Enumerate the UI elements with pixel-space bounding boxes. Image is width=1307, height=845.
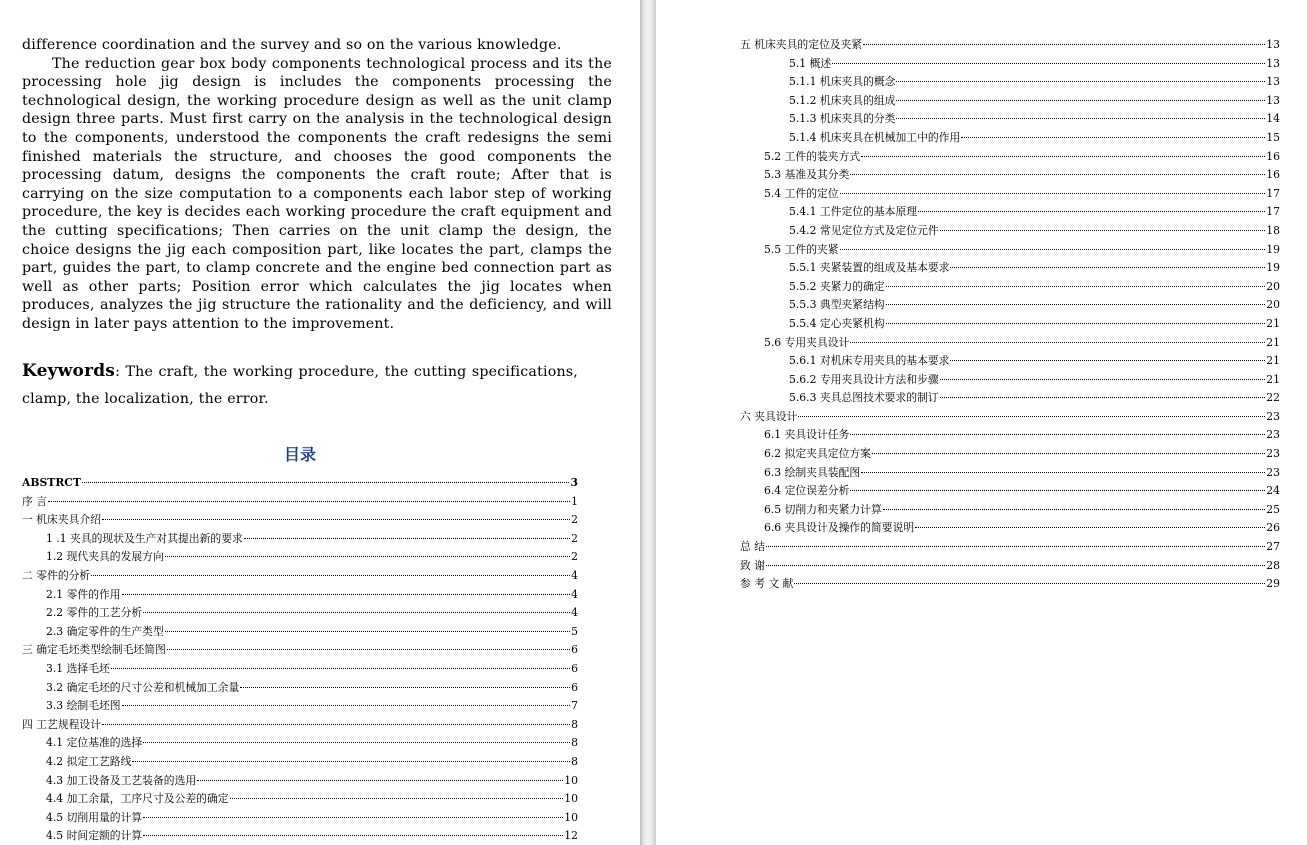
toc-entry-page: 2 [571,550,578,564]
toc-entry-page: 4 [571,587,578,601]
toc-entry[interactable] [22,734,578,753]
toc-entry[interactable] [740,278,1280,297]
toc-leader-dots [240,687,570,688]
toc-entry-label: 参 考 文 献 [740,577,794,591]
toc-entry[interactable] [740,557,1280,576]
toc-entry[interactable] [22,604,578,623]
toc-entry-label: 2.2 零件的工艺分析 [46,606,143,620]
toc-entry-label: 3.3 绘制毛坯图 [46,699,121,713]
toc-entry[interactable] [740,315,1280,334]
toc-entry[interactable] [740,259,1280,278]
toc-entry[interactable] [740,334,1280,353]
toc-entry-page: 8 [571,717,578,731]
toc-entry[interactable] [740,426,1280,445]
toc-entry-label: 3.1 选择毛坯 [46,661,110,675]
toc-entry-page: 10 [564,792,578,806]
toc-entry-page: 3 [570,476,578,489]
toc-entry-page: 26 [1266,521,1280,535]
toc-leader-dots [883,509,1265,510]
toc-entry-page: 24 [1266,484,1280,498]
toc-leader-dots [122,705,571,706]
toc-entry-page: 6 [571,643,578,657]
toc-entry-label: 5.1.2 机床夹具的组成 [789,93,896,107]
toc-leader-dots [896,118,1265,119]
toc-entry-label: 六 夹具设计 [740,409,798,423]
toc-entry[interactable] [22,641,578,660]
toc-entry-label: 2.3 确定零件的生产类型 [46,624,164,638]
toc-entry-page: 23 [1266,409,1280,423]
keywords-text: : The craft, the working procedure, the cutting specifications, clamp, the localization, the error. [22,364,578,407]
toc-entry-label: 五 机床夹具的定位及夹紧 [740,38,863,51]
toc-entry[interactable] [740,185,1280,204]
toc-leader-dots [886,323,1266,324]
toc-entry-label: 5.6.1 对机床专用夹具的基本要求 [789,354,950,368]
toc-entry[interactable] [740,222,1280,241]
toc-entry-page: 10 [564,810,578,824]
toc-entry-page: 28 [1266,558,1280,572]
toc-entry-label: 5.5 工件的夹紧 [764,242,839,256]
toc-entry-label: 5.5.1 夹紧装置的组成及基本要求 [789,261,950,275]
toc-leader-dots [766,565,1265,566]
toc-entry-label: 1.2 现代夹具的发展方向 [46,550,164,564]
toc-entry[interactable] [22,809,578,828]
toc-entry-page: 4 [571,606,578,620]
toc-entry-label: 6.4 定位误差分析 [764,484,850,498]
toc-entry-page: 21 [1266,335,1280,349]
toc-list-left [22,474,578,845]
toc-entry-label: 5.1.1 机床夹具的概念 [789,75,896,89]
toc-entry-page: 18 [1266,223,1280,237]
toc-entry-page: 16 [1266,149,1280,163]
toc-entry-label: 二 零件的分析 [22,568,91,582]
toc-entry-label: 2.1 零件的作用 [46,587,121,601]
toc-entry[interactable] [740,538,1280,557]
toc-entry-label: 4.2 拟定工艺路线 [46,754,132,768]
toc-entry[interactable] [740,73,1280,92]
toc-entry-label: 5.4.1 工件定位的基本原理 [789,205,918,219]
toc-entry-label: ABSTRCT [22,476,81,489]
toc-leader-dots [861,156,1265,157]
toc-entry-label: 6.6 夹具设计及操作的简要说明 [764,521,915,535]
toc-entry-page: 17 [1266,186,1280,200]
toc-entry-label: 5.6 专用夹具设计 [764,335,850,349]
toc-leader-dots [850,434,1265,435]
toc-leader-dots [197,780,563,781]
toc-leader-dots [111,668,570,669]
toc-entry-label: 5.3 基准及其分类 [764,168,850,182]
toc-leader-dots [832,63,1265,64]
toc-entry-page: 14 [1266,112,1280,126]
keywords-block [22,358,578,413]
toc-entry-label: 6.2 拟定夹具定位方案 [764,447,871,461]
toc-entry-page: 13 [1266,38,1280,51]
toc-leader-dots [863,44,1265,45]
toc-entry-page: 12 [564,829,578,843]
toc-entry-label: 5.5.4 定心夹紧机构 [789,316,885,330]
toc-entry[interactable] [22,567,578,586]
toc-entry-label: 5.6.3 夹具总图技术要求的制订 [789,391,939,405]
toc-leader-dots [82,482,570,483]
toc-leader-dots [143,835,563,836]
toc-leader-dots [794,583,1265,584]
toc-entry-label: 5.2 工件的装夹方式 [764,149,861,163]
toc-entry-label: 5.4 工件的定位 [764,186,839,200]
toc-entry-page: 15 [1266,130,1280,144]
toc-entry[interactable] [740,36,1280,55]
toc-entry-label: 序 言 [22,494,48,508]
toc-entry-label: 5.6.2 专用夹具设计方法和步骤 [789,372,939,386]
toc-leader-dots [961,137,1265,138]
toc-leader-dots [940,230,1266,231]
toc-entry-label: 5.1.4 机床夹具在机械加工中的作用 [789,130,961,144]
toc-entry-label: 3.2 确定毛坯的尺寸公差和机械加工余量 [46,680,240,694]
toc-leader-dots [840,249,1266,250]
toc-entry-page: 21 [1266,354,1280,368]
toc-entry[interactable] [22,623,578,642]
abstract-paragraph: The reduction gear box body components technological process and its the processing hole jig design is includes the components processing the technological design, the working procedure design as well as the unit clamp design three parts. Must first carry on the analysis in the technological design to the components, understood the components the craft redesigns the semi finished materials the structure, and chooses the good components the processing datum, designs the components the craft route; After that is carrying on the size computation to a components each labor step of working procedure, the key is decides each working procedure the craft equipment and the cutting specifications; Then carries on the unit clamp the design, the choice designs the jig each composition part, like locates the part, clamps the part, guides the part, to clamp concrete and the engine bed connection part as well as other parts; Position error which calculates the jig locates when produces, analyzes the jig structure the rationality and the deficiency, and will design in later pays attention to the improvement. [22,55,612,332]
toc-entry-page: 8 [571,754,578,768]
toc-entry[interactable] [22,660,578,679]
toc-entry[interactable] [740,371,1280,390]
toc-entry-page: 16 [1266,168,1280,182]
toc-entry-page: 5 [571,624,578,638]
toc-leader-dots [850,490,1265,491]
toc-entry-page: 23 [1266,465,1280,479]
toc-entry[interactable] [740,445,1280,464]
toc-entry-label: 1 .1 夹具的现状及生产对其提出新的要求 [46,531,243,545]
toc-entry[interactable] [740,110,1280,129]
toc-entry-page: 4 [571,568,578,582]
toc-entry-page: 10 [564,773,578,787]
toc-entry[interactable] [740,92,1280,111]
toc-entry-page: 20 [1266,279,1280,293]
toc-leader-dots [132,761,570,762]
toc-leader-dots [886,286,1266,287]
toc-entry-page: 17 [1266,205,1280,219]
toc-list-right [740,36,1280,594]
toc-leader-dots [861,472,1265,473]
toc-leader-dots [143,817,563,818]
toc-entry-label: 4.5 切削用量的计算 [46,810,143,824]
toc-entry-page: 13 [1266,56,1280,70]
toc-entry-label: 总 结 [740,540,766,554]
toc-entry[interactable] [740,166,1280,185]
toc-entry-label: 一 机床夹具介绍 [22,513,102,527]
toc-entry-label: 6.3 绘制夹具装配图 [764,465,861,479]
toc-leader-dots [918,211,1265,212]
toc-entry-label: 4.4 加工余量，工序尺寸及公差的确定 [46,792,229,806]
toc-entry-label: 5.1 概述 [789,56,832,70]
toc-entry[interactable] [22,530,578,549]
toc-leader-dots [165,556,570,557]
toc-leader-dots [798,416,1265,417]
toc-entry[interactable] [22,753,578,772]
toc-leader-dots [872,453,1265,454]
toc-entry-page: 22 [1266,391,1280,405]
toc-entry[interactable] [22,586,578,605]
toc-entry-label: 5.5.2 夹紧力的确定 [789,279,885,293]
toc-entry[interactable] [22,716,578,735]
toc-entry-label: 致 谢 [740,558,766,572]
toc-entry-page: 7 [571,699,578,713]
toc-leader-dots [230,798,564,799]
toc-entry[interactable] [22,772,578,791]
document-page-left [0,0,640,845]
toc-leader-dots [850,174,1265,175]
toc-entry-page: 25 [1266,502,1280,516]
toc-leader-dots [840,193,1266,194]
toc-entry[interactable] [740,241,1280,260]
toc-entry-page: 21 [1266,316,1280,330]
toc-leader-dots [48,501,570,502]
toc-entry-page: 6 [571,661,578,675]
toc-leader-dots [244,538,570,539]
abstract-line: difference coordination and the survey and so on the various knowledge. [22,37,562,53]
toc-leader-dots [886,304,1266,305]
toc-title: 目录 [283,445,316,464]
toc-entry-label: 4.1 定位基准的选择 [46,736,143,750]
keywords-label: Keywords [22,361,116,381]
toc-leader-dots [940,379,1266,380]
toc-entry[interactable] [22,827,578,845]
toc-entry-page: 1 [571,494,578,508]
toc-entry[interactable] [740,55,1280,74]
toc-entry-page: 2 [571,513,578,527]
toc-leader-dots [950,360,1265,361]
page-gutter [640,0,656,845]
toc-entry-page: 19 [1266,261,1280,275]
toc-entry-page: 20 [1266,298,1280,312]
toc-leader-dots [915,527,1265,528]
toc-entry-label: 4.3 加工设备及工艺装备的选用 [46,773,197,787]
toc-entry-page: 13 [1266,75,1280,89]
toc-leader-dots [896,100,1265,101]
toc-entry-label: 5.1.3 机床夹具的分类 [789,112,896,126]
toc-entry[interactable] [740,464,1280,483]
toc-entry[interactable] [740,296,1280,315]
toc-leader-dots [91,575,570,576]
toc-entry[interactable] [740,129,1280,148]
toc-leader-dots [122,594,571,595]
document-page-right [656,0,1307,845]
toc-entry[interactable] [740,501,1280,520]
toc-entry-page: 2 [571,531,578,545]
toc-leader-dots [766,546,1265,547]
toc-entry[interactable] [740,482,1280,501]
toc-entry[interactable] [22,790,578,809]
toc-entry-label: 四 工艺规程设计 [22,717,102,731]
toc-leader-dots [102,519,570,520]
toc-leader-dots [850,342,1265,343]
toc-leader-dots [167,649,570,650]
toc-entry[interactable] [22,697,578,716]
toc-entry[interactable] [22,493,578,512]
toc-entry[interactable] [22,548,578,567]
toc-entry[interactable] [740,519,1280,538]
toc-entry-label: 4.5 时间定额的计算 [46,829,143,843]
toc-entry-page: 23 [1266,447,1280,461]
toc-entry-page: 29 [1266,577,1280,591]
toc-entry-page: 21 [1266,372,1280,386]
toc-leader-dots [896,81,1265,82]
toc-entry-label: 三 确定毛坯类型绘制毛坯简图 [22,643,166,657]
toc-entry-label: 6.5 切削力和夹紧力计算 [764,502,882,516]
toc-entry-page: 19 [1266,242,1280,256]
toc-leader-dots [165,631,570,632]
toc-entry-page: 27 [1266,540,1280,554]
toc-entry[interactable] [740,352,1280,371]
toc-entry[interactable] [740,148,1280,167]
toc-entry-label: 5.5.3 典型夹紧结构 [789,298,885,312]
toc-entry[interactable] [740,203,1280,222]
toc-leader-dots [102,724,570,725]
toc-leader-dots [940,397,1266,398]
toc-entry[interactable] [740,575,1280,594]
toc-entry-label: 5.4.2 常见定位方式及定位元件 [789,223,939,237]
toc-entry[interactable] [740,408,1280,427]
toc-leader-dots [950,267,1265,268]
toc-entry-label: 6.1 夹具设计任务 [764,428,850,442]
toc-entry[interactable] [22,511,578,530]
toc-entry[interactable] [740,389,1280,408]
toc-entry[interactable] [22,679,578,698]
toc-entry-page: 8 [571,736,578,750]
toc-entry-page: 6 [571,680,578,694]
toc-entry-page: 23 [1266,428,1280,442]
abstract-text [22,36,612,334]
toc-entry[interactable] [22,474,578,493]
toc-leader-dots [143,612,570,613]
toc-entry-page: 13 [1266,93,1280,107]
toc-leader-dots [143,742,570,743]
